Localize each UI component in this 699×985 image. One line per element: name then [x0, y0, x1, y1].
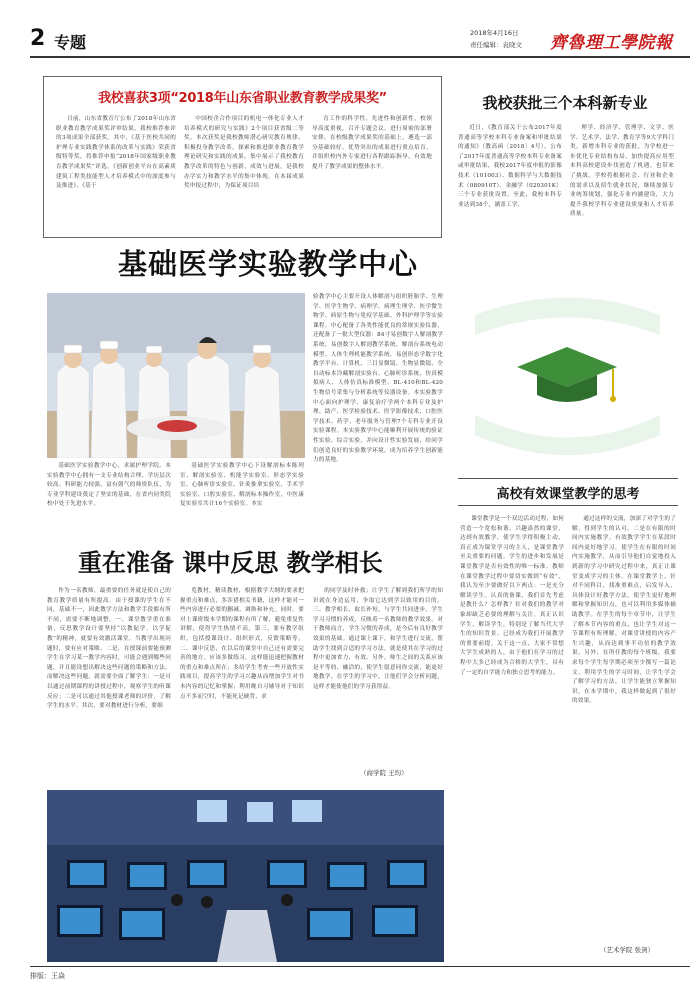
page-number: 2 — [30, 26, 46, 51]
teaching-byline: （商学院 王均） — [360, 769, 408, 777]
awards-text-2: 中国校企合作项目的机电一体化专业人才培养模式的研究与实践》2个项目获省级二等奖。本次获奖是我校教师潜心研究教育规律，积极投身教学改革，探索和推进职业教育教学理论研究和实践的成果，集中展示了我校教育教学改革的特色与创新，成效与进展，是我校办学实力和教学水平的集中体现。在本届成果奖申报过程中，为保证项目培 — [184, 116, 304, 190]
lab-main-text — [313, 293, 443, 538]
classroom-photo — [47, 790, 444, 962]
teaching-text-1: 作为一名教师，最重要的任务就是使自己的教育教学质量有所提高。由于授课的学生在不同，基础不一，因此教学方法和教学手段都有所不同，需要不断地调整。一、课堂教学重在准备，反思教学设计要坚持“以教促学，以学促教”的精神，就要有效激活课堂，当教学出现问题时，要有应对策略。二是，在授课前要能预测学生在学习某一教学内容时，可能会遇到哪些问题，并且能设想出解决这些问题的策略和方法。而解决这些问题，就需要全面了解学生：一是可以通过前期课程的讲授过程中，观察学生的听课反应；二是可以通过其他授课老师的评价，了解学生的水平。其次，要对教材进行分析，要细 — [47, 588, 171, 710]
majors-col-2 — [570, 124, 674, 262]
awards-col-3 — [312, 115, 432, 230]
lab-title: 基础医学实验教学中心 — [118, 247, 419, 281]
issue-date: 2018年4月16日 — [470, 29, 519, 37]
efficient-text-1: 课堂教学是一个双边活动过程，如何营造一个宽松和谐、兴趣盎然的课堂，达到有效教学，使学生学得积极主动，真正成为课堂学习的主人，是课堂教学至关重要的问题。学生的进步和发展是课堂教学是否有效性的唯一标准。教师在课堂教学过程中要切实做到“有效”，我认为至少要做好以下两点：一是充分解读学生。认真的备课，我们首先考虑是教什么？怎样教？针对我们的教学对象却缺乏必要的理解与关注。真正认识学生，解读学生，特别是了解当代大学生的知识背景、已经成为我们开展教学的重要前提。关于这一点，大家不常想大学生成熟的人，由于他们在学习的过程中大多已经成为合格的大学生，具有了一定的自学能力和独立思考的能力。 — [460, 516, 564, 676]
footer-rule — [30, 966, 690, 967]
majors-title: 我校获批三个本科新专业 — [482, 94, 648, 112]
layout-designer: 排版：王焱 — [30, 972, 65, 980]
teaching-col-2 — [180, 587, 304, 783]
efficient-byline: （艺术学院 张剑） — [600, 946, 655, 954]
teaching-text-2: 览教材，精读教材，根据教学大纲的要求把握重点和难点，多涉猎相关书籍，这样才能对一些内容进行必要的删减、调换和补充。同时，要对上课班级本学期的课程有所了解，避免重复性讲解，使得学生热情不高。第三，要有教学组织，包括授课设计、组织形式，反馈策略等。二、课中反思，在以后的课堂中自己还有需要完善的地方。应该多做练习，这样能迅速把握教材的重点和难点所在；多给学生考查一些开放性实践项目，提高学生的学习兴趣从而增加学生对书本内容的记忆和掌握；利用晚自习辅导对于知识点不多而空时，不能死记硬背、求 — [180, 588, 304, 700]
awards-title: 我校喜获3项“2018年山东省职业教育教学成果奖” — [98, 91, 387, 106]
lab-text-main: 验教学中心主要开设人体解剖与组织胚胎学、生理学、医学生物学、病理学、病理生理学、医学微生物学、病原生物与免疫学基础、外科护理学等实验课程。中心配备了各类性能优良的常规实验仪器，还配备了一批大型仪器：84寸易创数字人解剖教学系统、易创数字人解剖教学系统、解剖台系统电动模型、人体生理机能教学系统、易创形态学数字化教学平台、计算机、三目显微镜、生物显微镜、全自动标本冷藏解剖实验台、心肺听诊系统、仿真模拟病人、人体仿真标准模型、BL-410和BL-420生物信号采集与分析系统等仪器设备。本实验教学中心面向护理学、康复治疗学两个本科专业及护理、助产、医学检验技术、医学影像技术、口腔医学技术、药学、老年服务与管理7个专科专业开设实验课程。本实验教学中心能顺利开展传统的验证性实验、综合实验，并向设计性实验发展，给同学们创造良好的实验教学环境，成为培养学生创新能力的基地。 — [313, 294, 443, 464]
responsible-editor: 责任编辑：袁晓文 — [470, 41, 522, 49]
graduation-illustration — [455, 275, 680, 475]
awards-box — [43, 76, 442, 238]
teaching-col-1 — [47, 587, 171, 783]
teaching-title: 重在准备 课中反思 教学相长 — [78, 549, 383, 577]
efficient-title: 高校有效课堂教学的思考 — [496, 487, 640, 502]
efficient-text-2: 通过这样的交流，加深了对学生的了解，得到学生的认可。二是在有限的时间内实施教学。有效教学学生在某段时间内更好地学习，使学生在有限的时间内实施教学，从而引导他们自觉地投入到新的学习中研究过程中来，真正让课堂变成学习的主体。在课堂教学上，针对不同科目，找准重难点，启发导入，具体设计好教学方法，使学生更好地理解和掌握知识点，也可以利用多媒体辅助教学。在学生的每个章节中，让学生了解本节内容的重点，也让学生对这一节课程有所理解，对课堂讲授的内容产生兴趣，从而达到事半功倍的教学效果。另外，在所任教的每个班级，我要求每个学生每学期必须至少撰写一篇论文，利用学生的学习时间，让学生学会了解学习的方法，让学生能独立掌握知识。在本学期中，我这样做起到了很好的效果。 — [572, 516, 676, 705]
majors-text-2: 理学、经济学、管理学、文学、医学、艺术学、法学、教育学等9大学科门类。新增本科专业的获批，为学校进一步优化专业结构布局，加快提高应用型本科高校建设步伐创造了机遇。也带来了挑战。学校将根据社会、行业和企业的需求以及招生就业状况，继续加强专业统筹规划，强化专业内涵建设，大力提升我校学科专业建设质量和人才培养质量。 — [570, 125, 674, 218]
efficient-top-rule — [458, 478, 678, 479]
efficient-col-2 — [572, 515, 676, 935]
page-section: 专题 — [54, 33, 87, 52]
header-rule — [30, 56, 690, 58]
lab-caption-col-2 — [180, 462, 304, 540]
lab-text-1: 基础医学实验教学中心，求属护理学院。本实验教学中心拥有一支专业结构合理、学历层次较高、科研能力较强、富有朝气的师资队伍，为专业学科建设奠定了坚实的基础，在省内同类院校中处于先进水平。 — [47, 463, 171, 508]
efficient-col-1 — [460, 515, 564, 960]
majors-text-1: 近日，《教育部关于公布2017年度普通高等学校本科专业备案和审批结果的通知》（教高函〔2018〕4号），公布了2017年度普通高等学校本科专业备案或审批结果，我校2017年度申报的影像技术（101003）、数据科学与大数据技术（080910T）、金融学（020301K）三个专业获批设置。至此，我校本科专业达到38个，涵盖工学、 — [458, 125, 562, 208]
majors-col-1 — [458, 124, 562, 262]
lab-caption-col-1 — [47, 462, 171, 540]
awards-col-2 — [184, 115, 304, 230]
teaching-text-3: 的同学及时补救；让学生了解到我们所学的知识就在身边运用，争取它达到学以致用的目的。三、教学相长，取长补短，与学生共同进步。学生学习习惯的养成，反映着一名教师的教学效果。对于教师而言，学生习惯的养成，是今后有良好教学效果的基础。通过课上课下，和学生进行交流，帮助学生找到合适的学习方法，就是使其在学习的过程中更加省力、有效。另外，师生之间的关系应该是平等的、融洽的，使学生愿意同你交流，能更好地教学。在学生的学习中，让他们学会分析问题，这样才能使他们的学习获得益。 — [313, 588, 443, 690]
page-header — [30, 22, 690, 58]
awards-text-3: 育工作的科学性，先进性和创新性，校领导高度重视，召开专题会议，进行周密的部署安排，在校级教学成果奖的基础上，遴选一部分基础较好、优势突出的成果进行重点培育，并组织校内外专家进行各程跟踪指导，有效地提升了教学成果的整体水平。 — [312, 116, 432, 170]
masthead: 齊魯理工學院報 — [550, 33, 673, 53]
lab-photo — [47, 293, 305, 458]
awards-text-1: 日前，山东省教育厅公布了2018年山东省职业教育教学成果奖评审结果，我校推荐参评的3项成果全部获奖。其中，《基于医校共同的护理专业实践教学体系的改革与实践》荣获省级特等奖，将推荐申报“2018年国家级职业教育教学成果奖”评选，《创新创业平台在高素质建筑工程类技能型人才培养模式中的深度参与及推进》、《基于 — [56, 116, 176, 190]
lab-text-2: 基础医学实验教学中心下设解剖标本陈列室、解剖实验室、机能学实验室、形态学实验室、心肺听诊实验室、针灸推拿实验室、手术学实验室、口腔实验室、解剖标本操作室，中医康复实验室共计16个实验室。本实 — [180, 463, 304, 508]
teaching-col-3 — [313, 587, 443, 765]
awards-col-1 — [56, 115, 176, 230]
efficient-title-rule — [458, 505, 678, 506]
